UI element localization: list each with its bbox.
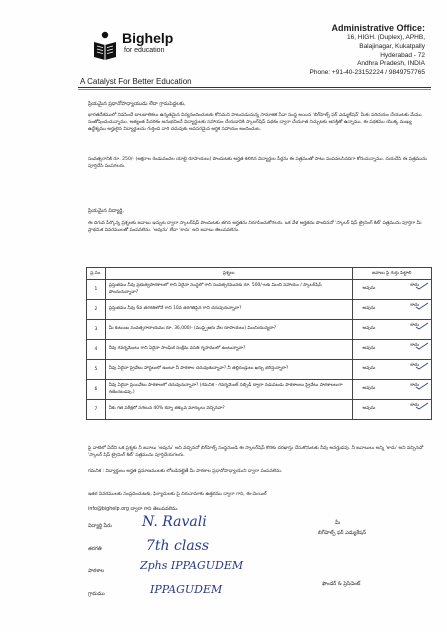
- table-row: [87, 360, 432, 380]
- paragraph: సంవత్సరానికి రూ. 250/- (అక్షరాల రెండువందల యాభై రూపాయలు) పొందుటకు అర్హత కలిగిన విద్యార్థుల పేర్లను ఈ పత్రముతో పాటు పంపవలసినదిగా కోరుచున్నాము. దయచేసి ఈ పత్రమును పూర్తిచేసి పంపగలరు.: [88, 157, 427, 170]
- yes-option[interactable]: అవును: [362, 326, 376, 331]
- yes-option[interactable]: అవును: [362, 306, 376, 311]
- salutation: ప్రియమైన ప్రధానోపాధ్యాయుడు లేదా గ్రామపెద్దలకు,: [88, 101, 186, 107]
- no-option[interactable]: కాదు: [410, 323, 419, 328]
- note-text: గమనిక : విద్యార్థులు అర్హత ప్రమాణములకు లోబడినట్లైతే మీ పాఠశాల ప్రధానోపాధ్యాయుని ద్వారా పంపవలెను.: [88, 469, 283, 474]
- school-field[interactable]: Zphs IPPAGUDEM: [140, 559, 244, 572]
- header-divider: [78, 89, 431, 90]
- school-label: పాఠశాల: [88, 568, 105, 574]
- yes-option[interactable]: అవును: [362, 386, 376, 391]
- contact-email: info@bighelp.org ద్వారా గాని తెలుపవలెను.: [88, 507, 179, 512]
- column-header: జవాబు పై గుర్తు పెట్టాలి: [352, 268, 432, 280]
- no-option[interactable]: కాదు: [410, 403, 419, 408]
- checkmark-icon: [415, 302, 429, 312]
- no-option[interactable]: కాదు: [410, 303, 419, 308]
- village-field[interactable]: IPPAGUDEM: [150, 583, 223, 596]
- question-text: మీ కుటుంబ సంవత్సరాదాయము రూ. 36,000/- (ముప్పైఆరు వేల రూపాయలు) మించియున్నదా?: [105, 320, 352, 340]
- question-number: 6: [87, 380, 106, 400]
- brand-name: Bighelp: [122, 30, 174, 46]
- column-header: ప్ర.సం.: [87, 268, 106, 280]
- table-row: [87, 400, 432, 420]
- no-option[interactable]: కాదు: [410, 343, 419, 348]
- answer-cell[interactable]: [352, 300, 432, 320]
- no-option[interactable]: కాదు: [410, 283, 419, 288]
- office-phone: Phone: +91-40-23152224 / 9849757765: [309, 69, 425, 77]
- office-line: Hyderabad - 72: [380, 51, 425, 59]
- question-number: 3: [87, 320, 106, 340]
- office-line: Andhra Pradesh, INDIA: [357, 60, 425, 68]
- class-field[interactable]: 7th class: [146, 538, 210, 554]
- student-name-label: విద్యార్థి పేరు: [88, 523, 112, 529]
- answer-cell[interactable]: [352, 380, 432, 400]
- yes-option[interactable]: అవును: [362, 406, 376, 411]
- questions-table: [86, 267, 432, 420]
- no-option[interactable]: కాదు: [410, 363, 419, 368]
- answer-cell[interactable]: [352, 400, 432, 420]
- question-number: 5: [87, 360, 106, 380]
- village-label: గ్రామము: [88, 591, 105, 597]
- paragraph: ఈ దిగువ పేర్కొన్న ప్రశ్నలకు జవాబు ఇచ్చుట ద్వారా స్కాలర్‌షిప్ పొందుటకు తగిన అర్హతను నిరూపించుకోగలరు. ఒక వేళ అర్హతను పొందినచో 'స్కాలర్ షిప్ ట్రైనింగ్ కిట్' పత్రమును పూర్తిగా మీ ప్రాథమిక వివరములతో పంపవలెను. 'అవును' లేదా 'కాదు' అని జవాబు తెలుపవలెను.: [88, 221, 422, 234]
- checkmark-icon: [415, 362, 429, 372]
- yes-option[interactable]: అవును: [362, 346, 376, 351]
- paragraph: భారతదేశములో నివసించే బాలబాలికలు ఉన్నతమైన విద్యనందించుటకు కోసమని పాటుపడుచున్న సామాజిక సేవా సంస్థ అయిన 'బిగ్‌హెల్ప్ ఫర్ ఎడ్యుకేషన్' మీకు పరిచయం చేయుటకు మేము సంతోషించుచున్నాము. అత్యంత పేదరికం అనుభవించే విద్యార్థులకు సహాయం చేయడానికి స్కాలర్‌షిప్ పథకం ద్వారా చేయూత నిచ్చుటకు ఆసక్తితో ఉన్నాము. ఈ పథకము యొక్క ముఖ్య ఉద్దేశ్యము అర్హులైన విద్యార్థులను గుర్తించి వారి చదువుకు అవసరమైన ఆర్థిక సహాయం అందించుట.: [88, 113, 422, 133]
- table-row: [87, 280, 432, 300]
- table-header-row: [87, 268, 432, 280]
- checkmark-icon: [415, 282, 429, 292]
- question-number: 2: [87, 300, 106, 320]
- question-number: 1: [87, 280, 106, 300]
- yes-option[interactable]: అవును: [362, 286, 376, 291]
- checkmark-icon: [415, 402, 429, 412]
- question-number: 4: [87, 340, 106, 360]
- table-row: [87, 320, 432, 340]
- note-text: పై వాటిలో ఏదేని ఒక ప్రశ్నకు నీ జవాబు 'అవును' అని వచ్చినచో బిగ్‌హెల్ప్ సంస్థనుండి ఈ స్కాలర్‌షిప్ కొరకు దరఖాస్తు చేసుకొనుటకు నీవు అనర్హుడవు. నీ జవాబులు అన్ని 'కాదు' అని వచ్చినచో 'స్కాలర్ షిప్ ట్రైనింగ్ కిట్' పత్రమును పూర్తిచేయగలరు.: [88, 446, 424, 459]
- brand-subtitle: for education: [124, 47, 165, 54]
- column-header: ప్రశ్నలు: [105, 268, 352, 280]
- question-text: ప్రస్తుతము నీవు ప్రభుత్వపాఠశాలలో గాని ఏదైనా సంస్థలో గాని సంవత్సరమునకు రూ. 500/-లకు మించి సహాయం / స్కాలర్‌షిప్ పొందుచున్నావా?: [105, 280, 352, 300]
- checkmark-icon: [415, 342, 429, 352]
- question-text: నీకు గత పరీక్షలో సగటున 40% కన్నా తక్కువ మార్కులు వచ్చినవా?: [105, 400, 352, 420]
- checkmark-icon: [415, 382, 429, 392]
- question-text: నీవు ఏదైనా ప్రయివేటు పాఠశాలలో చదువుచున్నావా? (గమనిక - గవర్నమెంట్ సబ్సిడీ ద్వారా నడుపబడు పాఠశాలలు ప్రైవేటు పాఠశాలలుగా గణించబడవు.): [105, 380, 352, 400]
- office-title: Administrative Office:: [331, 23, 425, 33]
- checkmark-icon: [415, 322, 429, 332]
- student-name-field[interactable]: N. Ravali: [142, 514, 207, 530]
- answer-cell[interactable]: [352, 340, 432, 360]
- no-option[interactable]: కాదు: [410, 383, 419, 388]
- tagline: A Catalyst For Better Education: [80, 77, 192, 86]
- question-text: నీవు గవర్నమెంటు గాని ఏదైనా సాంఘిక సంక్షేమ వసతి గృహములో ఉంటున్నావా?: [105, 340, 352, 360]
- question-number: 7: [87, 400, 106, 420]
- table-row: [87, 380, 432, 400]
- table-row: [87, 300, 432, 320]
- yes-option[interactable]: అవును: [362, 366, 376, 371]
- answer-cell[interactable]: [352, 360, 432, 380]
- salutation-student: ప్రియమైన విద్యార్థి,: [88, 208, 124, 214]
- question-text: నీవు ఏదైనా ప్రైవేటు హాస్టలులో ఉంటూ నీ పాఠశాల చదువుతున్నావా? నీ తల్లిదండ్రులు ఖర్చు భరిస్తున్నారా?: [105, 360, 352, 380]
- answer-cell[interactable]: [352, 280, 432, 300]
- signature-line: మీ: [335, 520, 341, 526]
- answer-cell[interactable]: [352, 320, 432, 340]
- bighelp-logo-icon: [92, 30, 118, 60]
- note-text: ఇతర వివరములకు సంప్రదించుటకు, ఫిర్యాదులకు పై చిరునామాకు ఉత్తరము ద్వారా గాని, ఈ-మెయిల్: [88, 492, 267, 497]
- class-label: తరగతి: [88, 546, 102, 552]
- header-divider: [78, 87, 431, 88]
- question-text: ప్రస్తుతము నీవు 6వ తరగతిలోనే గాని 10వ తరగతిపైన గాని చదువుచున్నావా?: [105, 300, 352, 320]
- table-row: [87, 340, 432, 360]
- signature-org: బిగ్‌హెల్ప్ ఫర్ ఎడ్యుకేషన్: [318, 530, 367, 536]
- office-line: Balajinagar, Kukatpally: [359, 42, 425, 50]
- office-line: 16, HIGH. (Duplex), APHB,: [346, 34, 425, 41]
- office-address: [310, 22, 425, 78]
- signature-title: ఫౌండర్ & ప్రెసిడెంట్: [322, 581, 361, 587]
